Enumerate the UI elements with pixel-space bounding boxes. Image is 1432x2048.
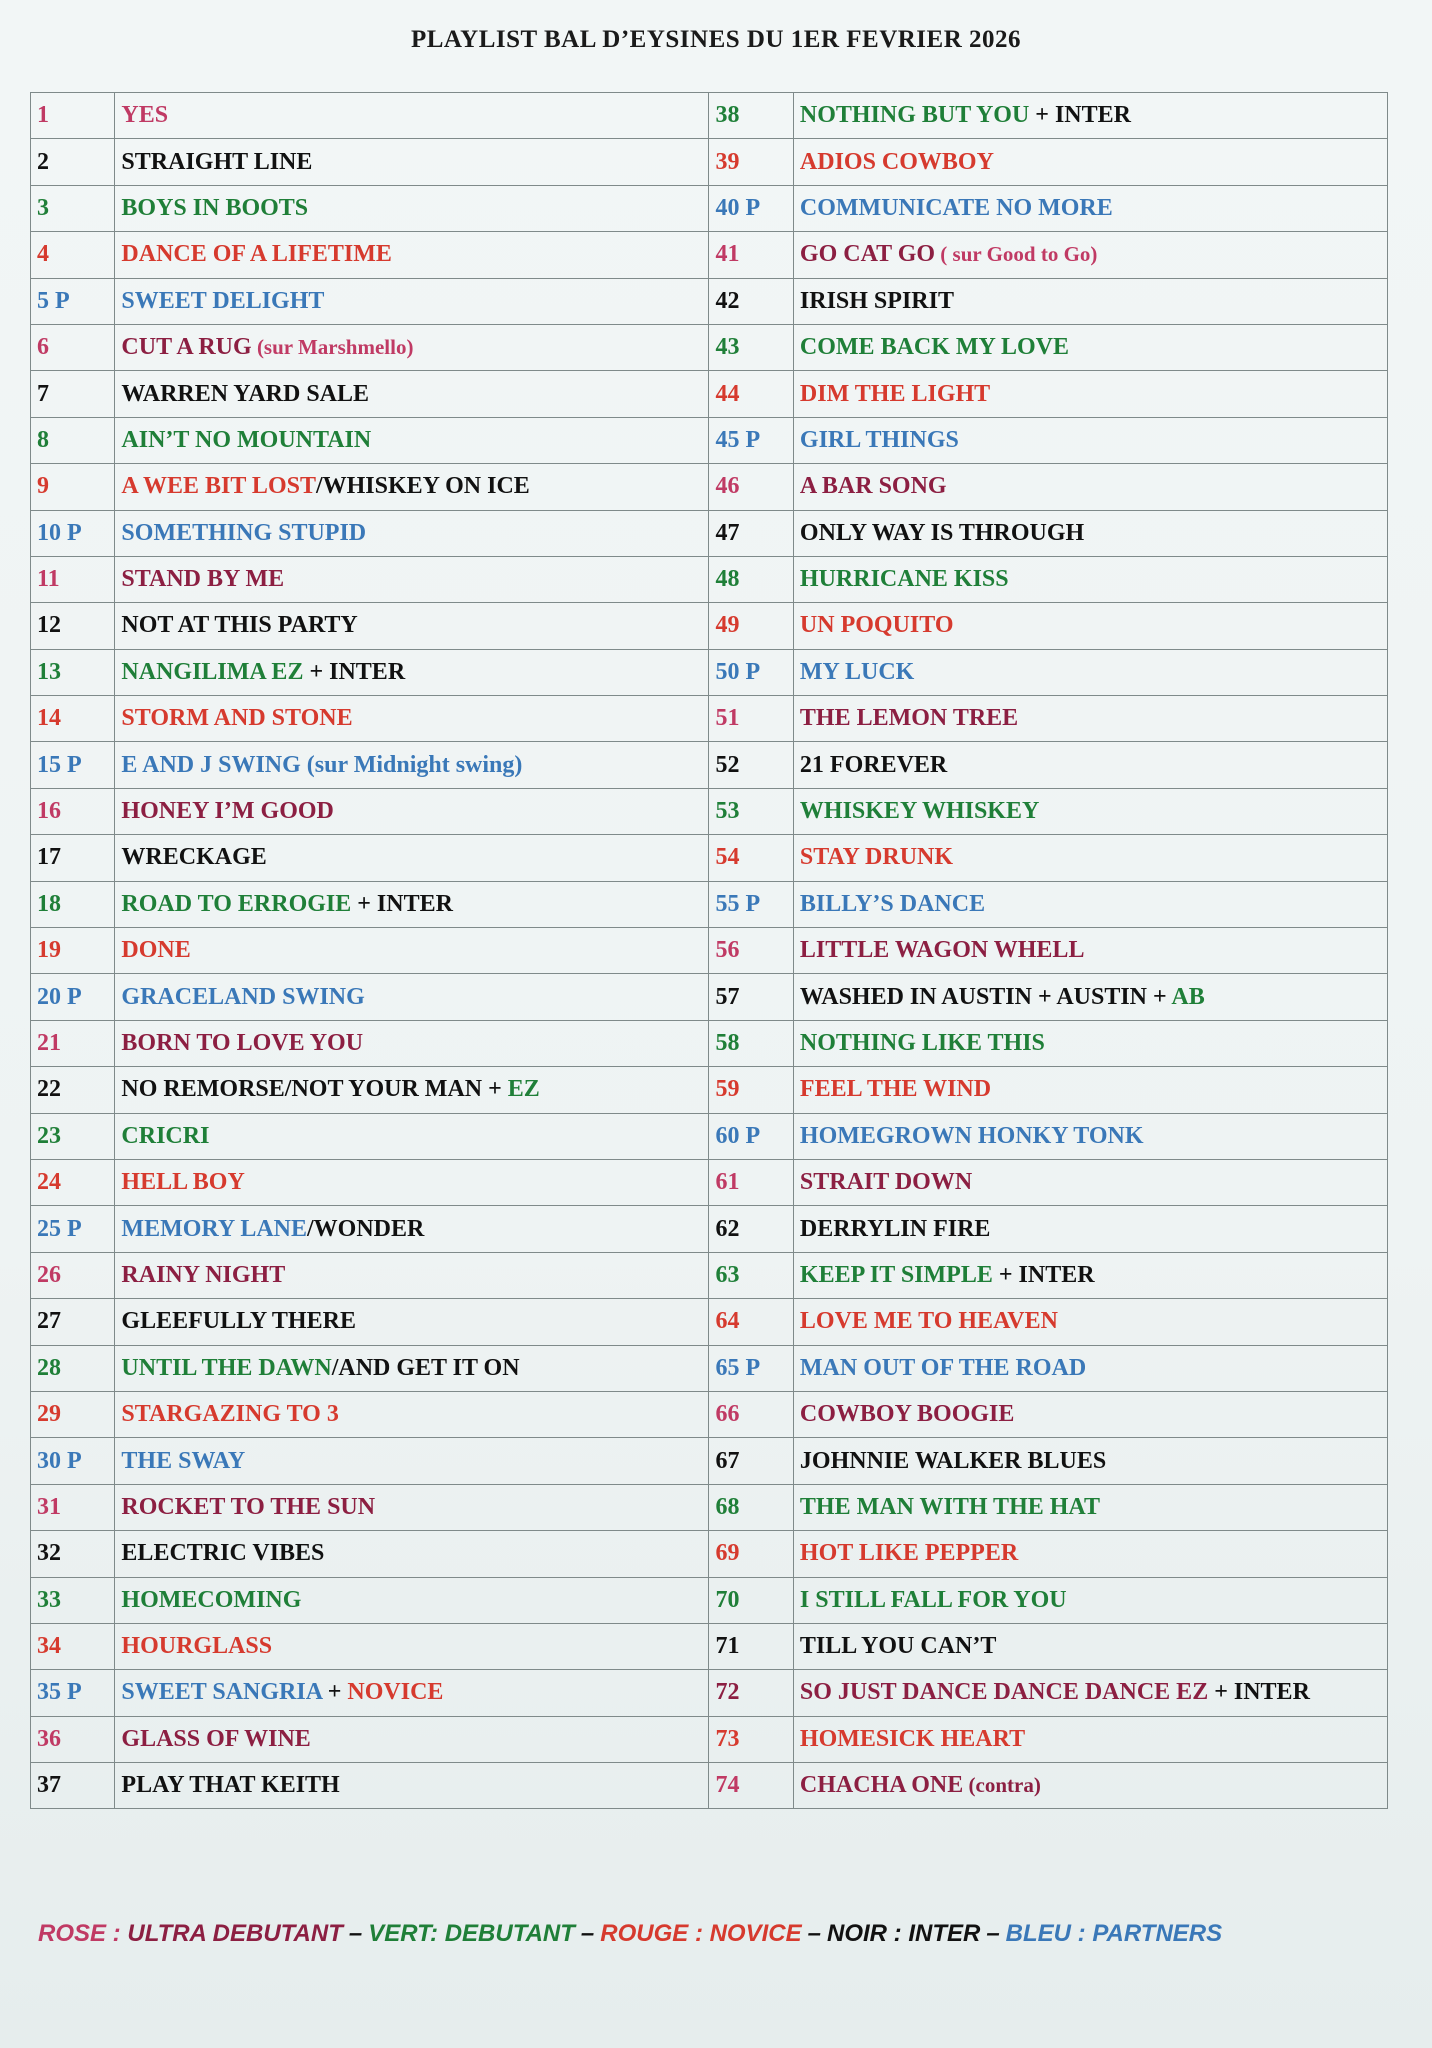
song-number: 37 (31, 1763, 115, 1809)
table-row (31, 324, 1388, 370)
song-title (793, 1113, 1387, 1159)
song-title-segment: WHISKEY WHISKEY (799, 798, 1040, 825)
song-number: 61 (709, 1159, 793, 1205)
song-title-segment: LOVE ME TO HEAVEN (799, 1308, 1058, 1335)
song-title (793, 324, 1387, 370)
table-row (31, 1484, 1388, 1530)
song-title-segment: GLASS OF WINE (121, 1725, 311, 1752)
song-title-segment: STRAIGHT LINE (121, 148, 313, 175)
song-title-segment: HOMECOMING (121, 1586, 302, 1613)
song-title (115, 788, 709, 834)
song-number: 56 (709, 928, 793, 974)
table-row (31, 1206, 1388, 1252)
song-title (115, 1020, 709, 1066)
song-title-segment: HELL BOY (121, 1169, 245, 1196)
song-title (115, 1067, 709, 1113)
song-title-segment: + INTER (351, 890, 453, 917)
table-row (31, 1299, 1388, 1345)
song-title (793, 93, 1387, 139)
song-number: 6 (31, 324, 115, 370)
song-number: 34 (31, 1623, 115, 1669)
song-title-segment: STAY DRUNK (799, 844, 954, 871)
song-title (793, 696, 1387, 742)
song-title (115, 278, 709, 324)
song-title-segment: + INTER (1208, 1679, 1310, 1706)
song-number: 30 P (31, 1438, 115, 1484)
song-number: 11 (31, 556, 115, 602)
song-title (115, 232, 709, 278)
song-title (793, 417, 1387, 463)
legend-entry: ROUGE : NOVICE (600, 1920, 802, 1947)
song-title (115, 1113, 709, 1159)
song-number: 41 (709, 232, 793, 278)
song-title-segment: NOTHING BUT YOU (799, 102, 1030, 129)
song-title (793, 603, 1387, 649)
song-number: 39 (709, 139, 793, 185)
song-number: 63 (709, 1252, 793, 1298)
song-title (793, 835, 1387, 881)
song-title-segment: YES (121, 102, 169, 129)
song-title (115, 556, 709, 602)
table-row (31, 1438, 1388, 1484)
song-title (115, 1484, 709, 1530)
song-title-segment: E AND J SWING (sur Midnight swing) (121, 751, 523, 778)
song-title-segment: A WEE BIT LOST (121, 473, 316, 500)
song-title-segment: STAND BY ME (121, 566, 285, 593)
song-number: 7 (31, 371, 115, 417)
song-title (115, 928, 709, 974)
song-title-segment: ADIOS COWBOY (799, 148, 994, 175)
song-title (115, 139, 709, 185)
song-title (115, 974, 709, 1020)
legend-separator: – (807, 1920, 821, 1947)
song-title (115, 1531, 709, 1577)
song-title-segment: UNTIL THE DAWN (121, 1354, 332, 1381)
song-title (793, 278, 1387, 324)
song-title-segment: NO REMORSE/NOT YOUR MAN + (121, 1076, 508, 1103)
song-title (115, 324, 709, 370)
table-row (31, 1067, 1388, 1113)
song-title-segment: NOVICE (347, 1679, 444, 1706)
song-title (115, 649, 709, 695)
song-number: 42 (709, 278, 793, 324)
song-title-segment: DIM THE LIGHT (799, 380, 991, 407)
song-title-segment: CUT A RUG (121, 334, 252, 361)
table-row (31, 696, 1388, 742)
song-title (793, 1531, 1387, 1577)
song-title-segment: COMMUNICATE NO MORE (799, 194, 1113, 221)
song-title-segment: AIN’T NO MOUNTAIN (121, 426, 372, 453)
song-title (793, 1159, 1387, 1205)
song-number: 52 (709, 742, 793, 788)
song-number: 51 (709, 696, 793, 742)
song-title-segment: + INTER (303, 658, 406, 685)
song-number: 13 (31, 649, 115, 695)
song-title-segment: STARGAZING TO 3 (121, 1401, 339, 1428)
song-title (793, 1438, 1387, 1484)
table-row (31, 371, 1388, 417)
song-title (793, 1252, 1387, 1298)
song-number: 3 (31, 185, 115, 231)
song-number: 2 (31, 139, 115, 185)
song-number: 62 (709, 1206, 793, 1252)
song-number: 22 (31, 1067, 115, 1113)
song-title (793, 1067, 1387, 1113)
song-number: 70 (709, 1577, 793, 1623)
table-row (31, 1716, 1388, 1762)
song-number: 66 (709, 1391, 793, 1437)
legend-separator: – (348, 1920, 363, 1947)
legend-entry: NOIR : INTER (826, 1920, 981, 1947)
song-title-segment: COME BACK MY LOVE (799, 334, 1070, 361)
song-title (115, 603, 709, 649)
song-number: 5 P (31, 278, 115, 324)
song-number: 31 (31, 1484, 115, 1530)
song-title (115, 1206, 709, 1252)
song-title-segment: + (321, 1679, 348, 1706)
song-number: 50 P (709, 649, 793, 695)
song-title-segment: SWEET DELIGHT (121, 287, 325, 314)
song-number: 12 (31, 603, 115, 649)
song-title (115, 1345, 709, 1391)
song-title (793, 649, 1387, 695)
song-title-segment: HOMESICK HEART (799, 1725, 1026, 1752)
song-number: 57 (709, 974, 793, 1020)
song-title (115, 185, 709, 231)
song-title-segment: SOMETHING STUPID (121, 519, 367, 546)
song-title (115, 1252, 709, 1298)
song-title-segment: AB (1171, 983, 1205, 1010)
song-number: 26 (31, 1252, 115, 1298)
song-number: 60 P (709, 1113, 793, 1159)
song-number: 64 (709, 1299, 793, 1345)
song-title-segment: DONE (121, 937, 191, 964)
song-title-segment: TILL YOU CAN’T (799, 1633, 997, 1660)
song-title-segment: CHACHA ONE (799, 1772, 964, 1799)
song-number: 43 (709, 324, 793, 370)
song-title (115, 1716, 709, 1762)
song-number: 53 (709, 788, 793, 834)
song-title (793, 788, 1387, 834)
song-title-segment: ROCKET TO THE SUN (121, 1493, 376, 1520)
song-title (115, 1623, 709, 1669)
song-title (115, 1438, 709, 1484)
table-row (31, 1020, 1388, 1066)
song-number: 48 (709, 556, 793, 602)
song-title-segment: /WHISKEY ON ICE (315, 473, 530, 500)
song-title-segment: GLEEFULLY THERE (121, 1308, 356, 1335)
song-title (115, 1299, 709, 1345)
song-title-segment: (contra) (963, 1773, 1041, 1798)
song-title-segment: THE SWAY (121, 1447, 246, 1474)
table-row (31, 464, 1388, 510)
song-title-segment: HOMEGROWN HONKY TONK (799, 1122, 1144, 1149)
song-title (793, 185, 1387, 231)
legend-entry: BLEU : PARTNERS (1005, 1920, 1223, 1947)
song-number: 24 (31, 1159, 115, 1205)
song-title-segment: THE LEMON TREE (799, 705, 1019, 732)
song-title-segment: CRICRI (121, 1122, 210, 1149)
table-row (31, 1252, 1388, 1298)
song-number: 74 (709, 1763, 793, 1809)
song-number: 65 P (709, 1345, 793, 1391)
song-title (115, 510, 709, 556)
table-row (31, 556, 1388, 602)
song-title (793, 1345, 1387, 1391)
song-title-segment: HOT LIKE PEPPER (799, 1540, 1019, 1567)
song-number: 68 (709, 1484, 793, 1530)
song-title (793, 1623, 1387, 1669)
song-title (115, 464, 709, 510)
song-number: 58 (709, 1020, 793, 1066)
song-title-segment: BORN TO LOVE YOU (121, 1030, 364, 1056)
song-title-segment: HONEY I’M GOOD (121, 798, 334, 825)
song-number: 55 P (709, 881, 793, 927)
song-title-segment: BOYS IN BOOTS (121, 194, 309, 221)
song-title (115, 1391, 709, 1437)
song-title (793, 464, 1387, 510)
table-row (31, 1670, 1388, 1716)
song-title (793, 974, 1387, 1020)
song-title (793, 928, 1387, 974)
song-title (115, 835, 709, 881)
song-title-segment: WRECKAGE (121, 844, 267, 871)
song-number: 20 P (31, 974, 115, 1020)
song-number: 36 (31, 1716, 115, 1762)
song-title (793, 1716, 1387, 1762)
song-title-segment: LITTLE WAGON WHELL (799, 937, 1085, 964)
song-title (793, 742, 1387, 788)
legend-entry: ROSE : (38, 1920, 121, 1947)
table-row (31, 1391, 1388, 1437)
song-number: 23 (31, 1113, 115, 1159)
song-number: 49 (709, 603, 793, 649)
song-title-segment: STORM AND STONE (121, 705, 353, 732)
song-number: 35 P (31, 1670, 115, 1716)
legend-separator: – (986, 1920, 1000, 1947)
table-row (31, 1159, 1388, 1205)
song-title (793, 510, 1387, 556)
song-title-segment: A BAR SONG (799, 473, 947, 500)
table-row (31, 232, 1388, 278)
song-title-segment: ROAD TO ERROGIE (121, 890, 352, 917)
song-title-segment: UN POQUITO (799, 612, 954, 639)
song-title-segment: NANGILIMA EZ (121, 658, 304, 685)
song-number: 71 (709, 1623, 793, 1669)
song-title-segment: NOTHING LIKE THIS (799, 1030, 1045, 1056)
song-title-segment: NOT AT THIS PARTY (121, 612, 358, 639)
song-title (793, 556, 1387, 602)
song-number: 44 (709, 371, 793, 417)
song-title-segment: /WONDER (307, 1215, 425, 1242)
song-number: 72 (709, 1670, 793, 1716)
song-title (793, 1484, 1387, 1530)
song-number: 15 P (31, 742, 115, 788)
song-number: 32 (31, 1531, 115, 1577)
song-title (793, 1299, 1387, 1345)
table-row (31, 974, 1388, 1020)
song-title-segment: WARREN YARD SALE (121, 380, 370, 407)
song-title (115, 1670, 709, 1716)
playlist-table (30, 92, 1388, 1809)
song-title-segment: MAN OUT OF THE ROAD (799, 1354, 1087, 1381)
table-row (31, 417, 1388, 463)
song-title (115, 1577, 709, 1623)
song-number: 59 (709, 1067, 793, 1113)
song-title-segment: (sur Marshmello) (251, 335, 414, 360)
table-row (31, 278, 1388, 324)
song-title (793, 1670, 1387, 1716)
song-title (793, 881, 1387, 927)
table-row (31, 1577, 1388, 1623)
song-number: 21 (31, 1020, 115, 1066)
table-row (31, 603, 1388, 649)
song-number: 9 (31, 464, 115, 510)
song-title (115, 371, 709, 417)
song-title-segment: SO JUST DANCE DANCE DANCE EZ (799, 1679, 1209, 1706)
song-title-segment: SWEET SANGRIA (121, 1679, 322, 1706)
song-number: 10 P (31, 510, 115, 556)
song-title-segment: /AND GET IT ON (331, 1354, 520, 1381)
table-row (31, 1531, 1388, 1577)
song-title (793, 1577, 1387, 1623)
song-title (793, 1763, 1387, 1809)
song-title-segment: 21 FOREVER (799, 751, 948, 778)
table-row (31, 928, 1388, 974)
song-title-segment: ELECTRIC VIBES (121, 1540, 325, 1567)
song-title-segment: JOHNNIE WALKER BLUES (799, 1447, 1107, 1474)
song-title-segment: DANCE OF A LIFETIME (121, 241, 392, 268)
table-row (31, 835, 1388, 881)
color-legend (38, 1920, 1222, 1948)
song-number: 27 (31, 1299, 115, 1345)
song-number: 17 (31, 835, 115, 881)
song-number: 40 P (709, 185, 793, 231)
song-number: 8 (31, 417, 115, 463)
song-title (793, 1391, 1387, 1437)
song-number: 45 P (709, 417, 793, 463)
page-title: PLAYLIST BAL D’EYSINES DU 1ER FEVRIER 2026 (410, 26, 1022, 53)
song-title (793, 232, 1387, 278)
song-title-segment: GO CAT GO (799, 241, 936, 268)
song-title-segment: BILLY’S DANCE (799, 890, 986, 917)
legend-entry: ULTRA DEBUTANT (120, 1920, 343, 1947)
song-title (793, 139, 1387, 185)
table-row (31, 649, 1388, 695)
song-number: 29 (31, 1391, 115, 1437)
song-title-segment: MEMORY LANE (121, 1215, 308, 1242)
song-number: 54 (709, 835, 793, 881)
song-title (115, 1159, 709, 1205)
song-title-segment: WASHED IN AUSTIN + AUSTIN + (799, 983, 1172, 1010)
song-title-segment: PLAY THAT KEITH (121, 1772, 340, 1799)
legend-entry: VERT: DEBUTANT (368, 1920, 575, 1947)
song-title (115, 696, 709, 742)
table-row (31, 93, 1388, 139)
table-row (31, 881, 1388, 927)
song-number: 18 (31, 881, 115, 927)
table-row (31, 510, 1388, 556)
song-title-segment: + INTER (992, 1261, 1095, 1288)
song-number: 14 (31, 696, 115, 742)
song-title-segment: EZ (507, 1076, 540, 1103)
song-number: 47 (709, 510, 793, 556)
table-row (31, 1113, 1388, 1159)
song-title-segment: + INTER (1029, 102, 1131, 129)
song-title (115, 93, 709, 139)
song-number: 46 (709, 464, 793, 510)
song-number: 33 (31, 1577, 115, 1623)
song-title-segment: MY LUCK (799, 658, 915, 685)
song-title-segment: GRACELAND SWING (121, 983, 365, 1010)
legend-separator: – (580, 1920, 595, 1947)
song-number: 16 (31, 788, 115, 834)
table-row (31, 185, 1388, 231)
song-number: 4 (31, 232, 115, 278)
song-number: 69 (709, 1531, 793, 1577)
song-title-segment: IRISH SPIRIT (799, 287, 954, 314)
song-title-segment: DERRYLIN FIRE (799, 1215, 991, 1242)
song-title (793, 371, 1387, 417)
song-number: 19 (31, 928, 115, 974)
song-title-segment: I STILL FALL FOR YOU (799, 1586, 1067, 1613)
song-title (793, 1206, 1387, 1252)
song-title-segment: STRAIT DOWN (799, 1169, 973, 1196)
song-title (115, 742, 709, 788)
song-number: 67 (709, 1438, 793, 1484)
table-row (31, 742, 1388, 788)
song-title (115, 417, 709, 463)
song-title (115, 881, 709, 927)
song-number: 38 (709, 93, 793, 139)
song-number: 1 (31, 93, 115, 139)
song-title-segment: ( sur Good to Go) (935, 242, 1098, 267)
table-row (31, 1345, 1388, 1391)
table-row (31, 788, 1388, 834)
song-title-segment: KEEP IT SIMPLE (799, 1261, 993, 1288)
table-row (31, 139, 1388, 185)
song-number: 73 (709, 1716, 793, 1762)
song-number: 25 P (31, 1206, 115, 1252)
song-title (115, 1763, 709, 1809)
song-title-segment: GIRL THINGS (799, 426, 959, 453)
song-title-segment: HOURGLASS (121, 1633, 273, 1660)
table-row (31, 1763, 1388, 1809)
song-title-segment: RAINY NIGHT (121, 1261, 286, 1288)
song-title-segment: FEEL THE WIND (799, 1076, 992, 1103)
song-title-segment: COWBOY BOOGIE (799, 1401, 1015, 1428)
song-title-segment: THE MAN WITH THE HAT (799, 1493, 1100, 1520)
song-title-segment: ONLY WAY IS THROUGH (799, 519, 1085, 546)
song-title-segment: HURRICANE KISS (799, 566, 1009, 593)
song-number: 28 (31, 1345, 115, 1391)
song-title (793, 1020, 1387, 1066)
table-row (31, 1623, 1388, 1669)
